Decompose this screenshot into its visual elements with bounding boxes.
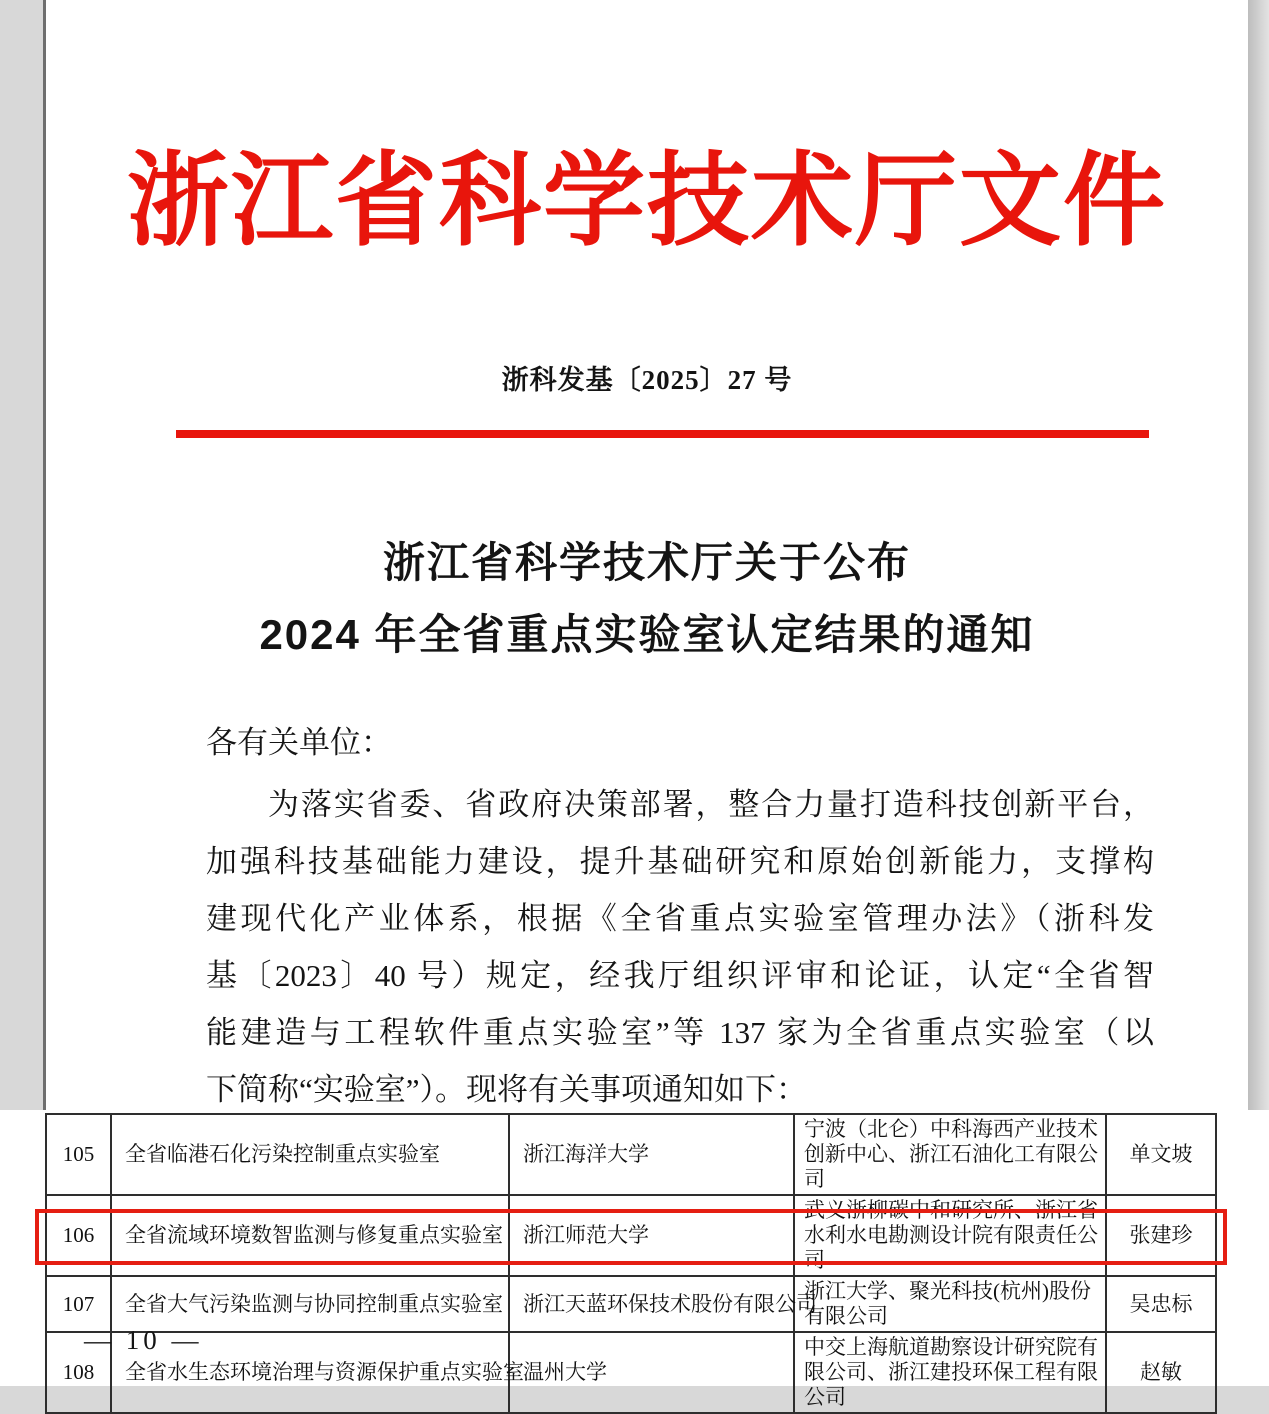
table-row-107-highlighted xyxy=(46,1276,1216,1332)
director-cell: 赵敏 xyxy=(1106,1332,1216,1413)
partners-cell: 宁波（北仑）中科海西产业技术创新中心、浙江石油化工有限公司 xyxy=(794,1114,1106,1195)
table-page-section xyxy=(0,1110,1269,1409)
row-number-cell: 107 xyxy=(46,1276,111,1332)
lab-name-cell: 全省临港石化污染控制重点实验室 xyxy=(111,1114,509,1195)
red-divider-line xyxy=(176,430,1149,438)
paragraph-line: 下简称“实验室”）。现将有关事项通知如下： xyxy=(206,1072,808,1107)
notice-title-line2: 2024 年全省重点实验室认定结果的通知 xyxy=(259,611,1035,658)
agency-letterhead-title: 浙江省科学技术厅文件 xyxy=(127,144,1167,258)
paragraph-line: 加强科技基础能力建设，提升基础研究和原始创新能力，支撑构 xyxy=(206,844,1154,879)
notice-title-line1: 浙江省科学技术厅关于公布 xyxy=(382,539,911,586)
director-cell: 吴忠标 xyxy=(1106,1276,1216,1332)
lab-name-cell: 全省流域环境数智监测与修复重点实验室 xyxy=(111,1195,509,1276)
table-row-105 xyxy=(46,1114,1216,1195)
body-paragraph xyxy=(206,776,1154,1118)
partners-cell: 中交上海航道勘察设计研究院有限公司、浙江建投环保工程有限公司 xyxy=(794,1332,1106,1413)
document-page xyxy=(43,0,1248,1110)
row-number-cell: 108 xyxy=(46,1332,111,1413)
paragraph-line: 为落实省委、省政府决策部署，整合力量打造科技创新平台， xyxy=(268,787,1154,822)
director-cell: 单文坡 xyxy=(1106,1114,1216,1195)
table-row-108 xyxy=(46,1332,1216,1413)
institution-cell: 浙江天蓝环保技术股份有限公司 xyxy=(509,1276,794,1332)
row-number-cell: 106 xyxy=(46,1195,111,1276)
table-row-106 xyxy=(46,1195,1216,1276)
document-reference-number: 浙科发基〔2025〕27 号 xyxy=(501,365,793,395)
background-margin xyxy=(1248,0,1269,1110)
salutation: 各有关单位： xyxy=(206,725,392,760)
lab-name-cell: 全省水生态环境治理与资源保护重点实验室 xyxy=(111,1332,509,1413)
institution-cell: 浙江海洋大学 xyxy=(509,1114,794,1195)
institution-cell: 浙江师范大学 xyxy=(509,1195,794,1276)
director-cell: 张建珍 xyxy=(1106,1195,1216,1276)
row-number-cell: 105 xyxy=(46,1114,111,1195)
paragraph-line: 能建造与工程软件重点实验室”等 137 家为全省重点实验室（以 xyxy=(206,1015,1154,1050)
paragraph-line: 基〔2023〕40 号）规定，经我厅组织评审和论证，认定“全省智 xyxy=(206,958,1154,993)
page-number: — 10 — xyxy=(84,1325,203,1355)
institution-cell: 温州大学 xyxy=(509,1332,794,1413)
partners-cell: 浙江大学、聚光科技(杭州)股份有限公司 xyxy=(794,1276,1106,1332)
lab-name-cell: 全省大气污染监测与协同控制重点实验室 xyxy=(111,1276,509,1332)
partners-cell: 武义浙柳碳中和研究所、浙江省水利水电勘测设计院有限责任公司 xyxy=(794,1195,1106,1276)
lab-approval-table xyxy=(45,1113,1217,1414)
paragraph-line: 建现代化产业体系，根据《全省重点实验室管理办法》（浙科发 xyxy=(206,901,1154,936)
